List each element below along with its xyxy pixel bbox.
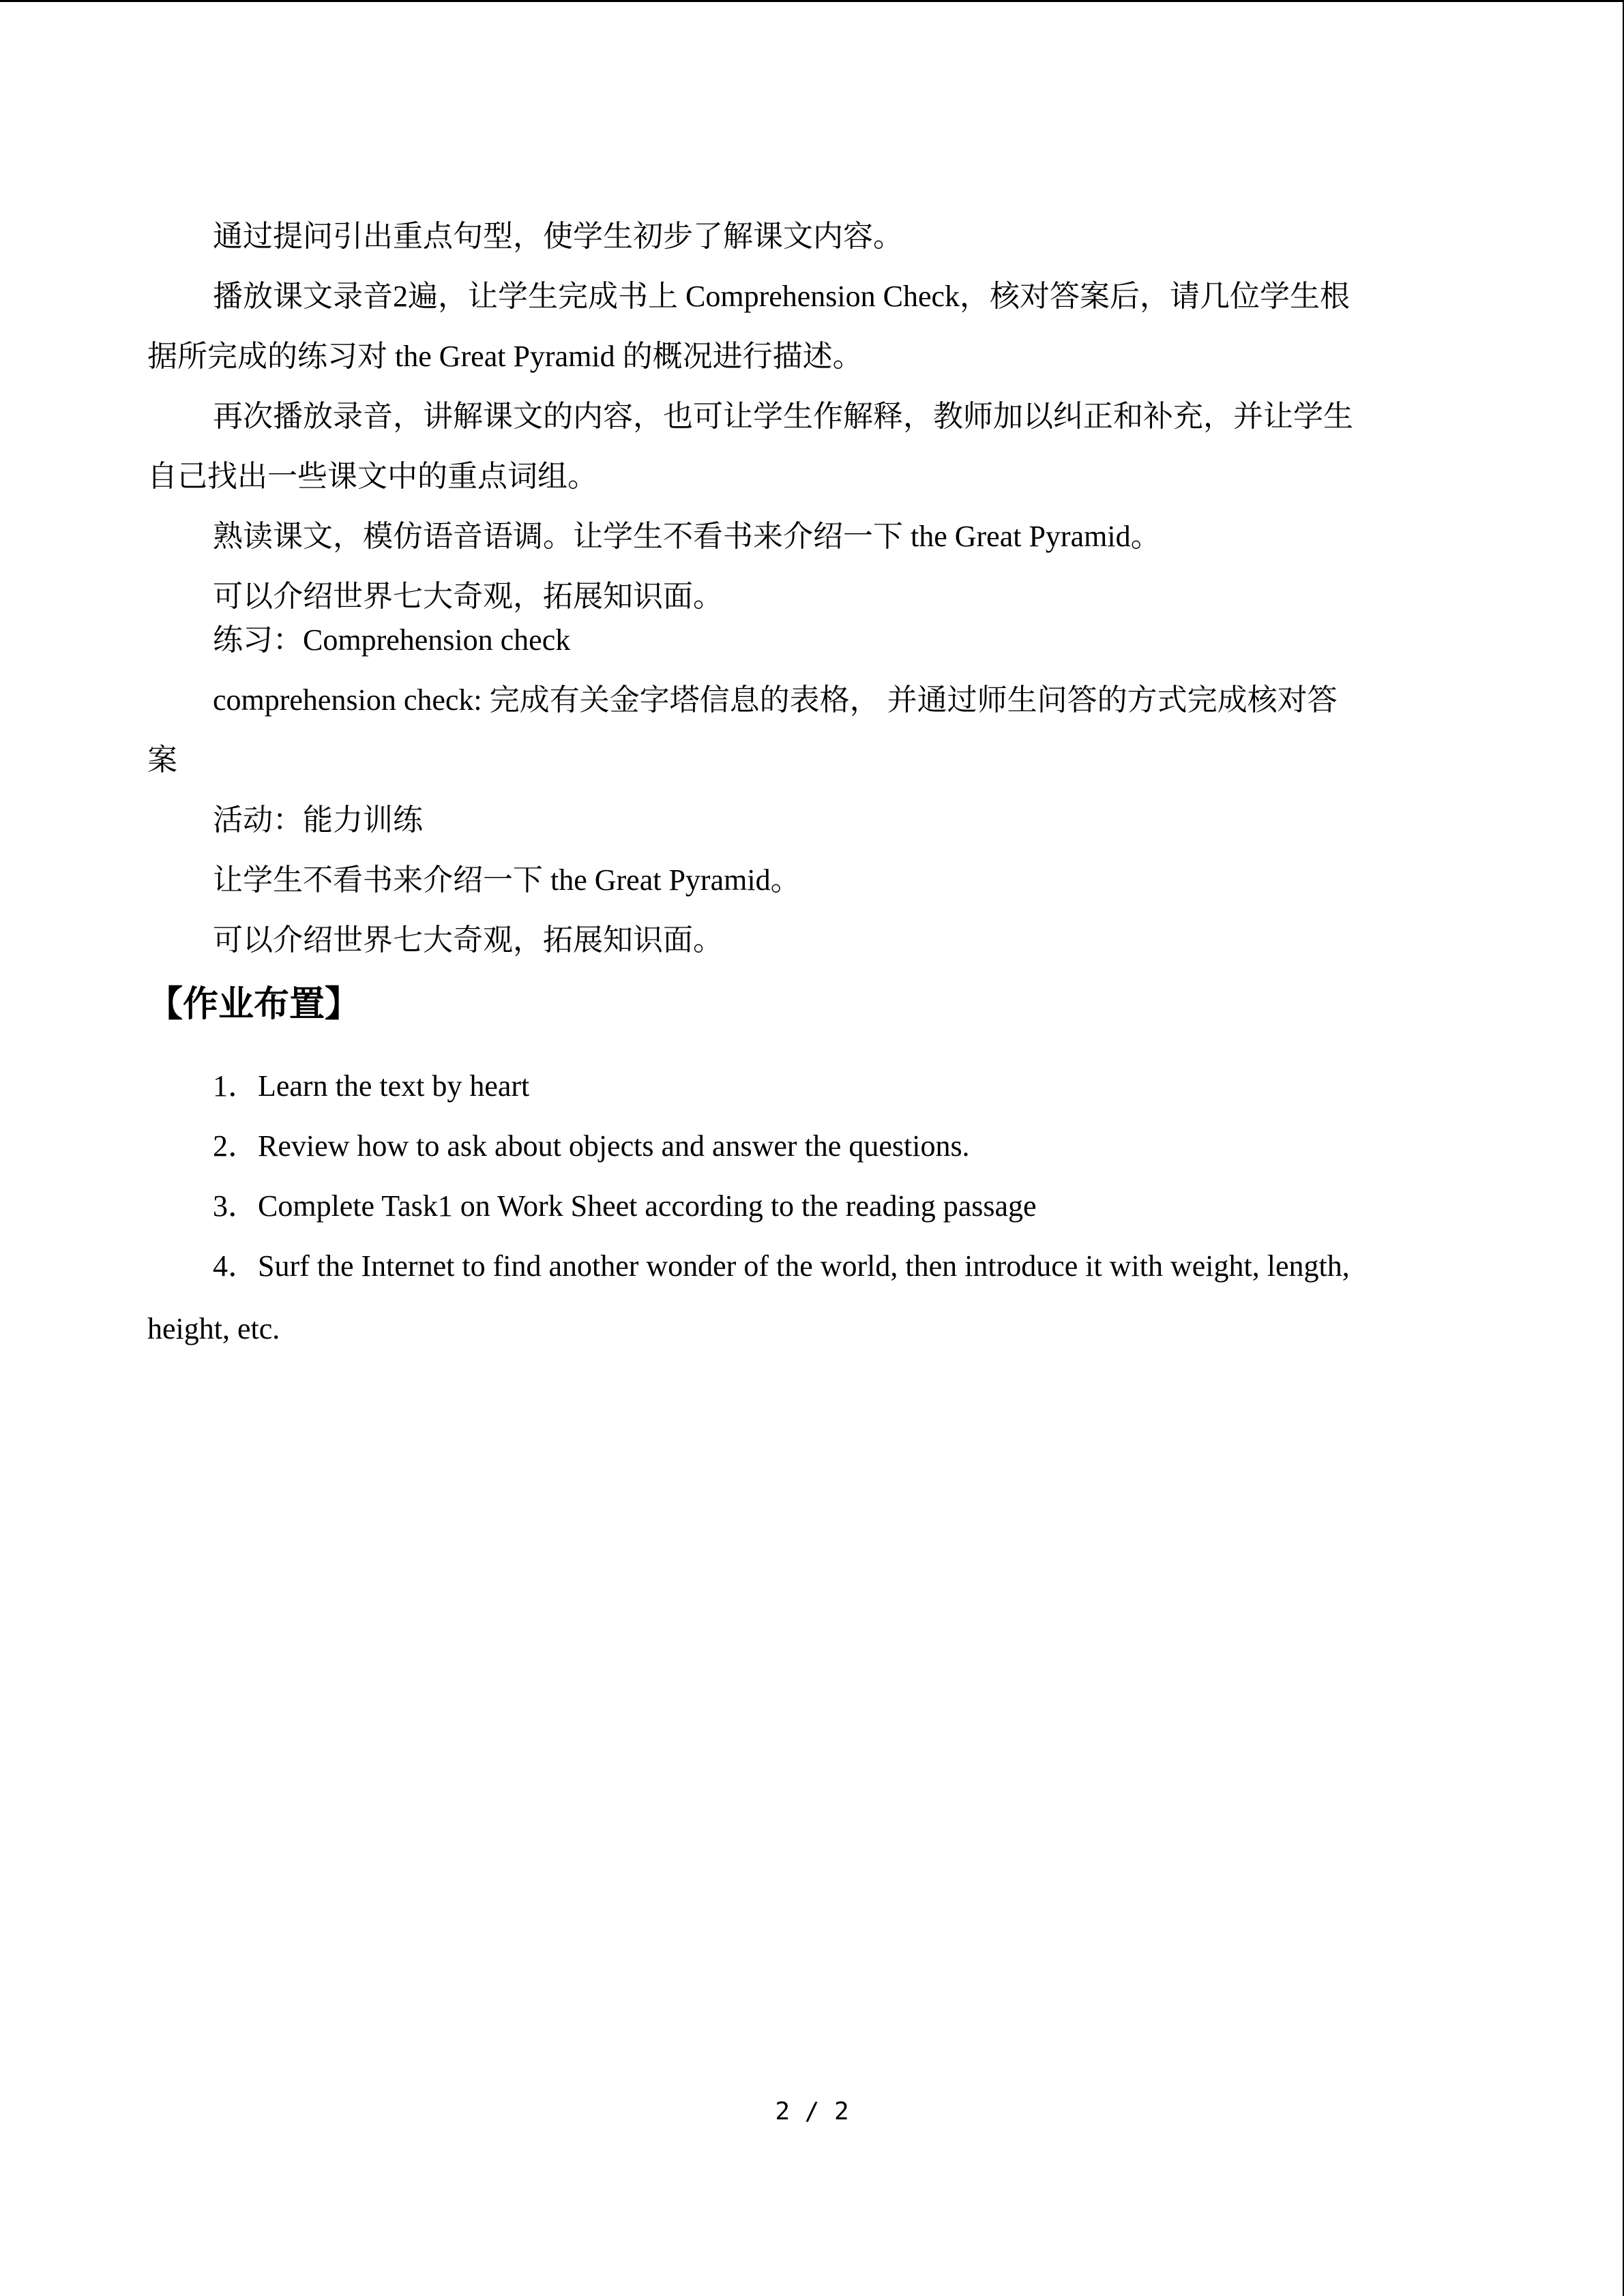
- paragraph-comprehension-line2: 案: [147, 743, 177, 777]
- homework-item-number: 1．: [213, 1069, 258, 1103]
- paragraph-read-aloud: 熟读课文，模仿语音语调。让学生不看书来介绍一下 the Great Pyramid。: [213, 520, 1161, 553]
- homework-item: [213, 1187, 1037, 1225]
- homework-item-text: Complete Task1 on Work Sheet according to the reading passage: [258, 1189, 1037, 1223]
- paragraph-play-recording-line2: 据所完成的练习对 the Great Pyramid 的概况进行描述。: [147, 340, 863, 373]
- paragraph-seven-wonders-repeat: 可以介绍世界七大奇观，拓展知识面。: [213, 923, 723, 957]
- paragraph-exercise-label: 练习：Comprehension check: [213, 623, 571, 657]
- page-number: 2 / 2: [775, 2098, 849, 2126]
- homework-heading: 【作业布置】: [147, 984, 361, 1025]
- homework-item-continuation: height, etc.: [147, 1312, 280, 1345]
- homework-item-text: Review how to ask about objects and answer the questions.: [258, 1129, 970, 1163]
- homework-item: [213, 1067, 529, 1105]
- homework-item: [213, 1127, 970, 1165]
- paragraph-comprehension-line1: comprehension check: 完成有关金字塔信息的表格， 并通过师生问答的方式完成核对答: [213, 683, 1338, 717]
- homework-item-number: 4．: [213, 1249, 258, 1283]
- homework-item: [213, 1247, 1350, 1285]
- paragraph-seven-wonders: 可以介绍世界七大奇观，拓展知识面。: [213, 580, 723, 613]
- paragraph-replay-explain-line1: 再次播放录音，讲解课文的内容，也可让学生作解释，教师加以纠正和补充，并让学生: [213, 400, 1353, 433]
- paragraph-questions-intro: 通过提问引出重点句型，使学生初步了解课文内容。: [213, 220, 903, 253]
- paragraph-replay-explain-line2: 自己找出一些课文中的重点词组。: [147, 460, 597, 493]
- homework-item-number: 2．: [213, 1129, 258, 1163]
- paragraph-introduce-pyramid: 让学生不看书来介绍一下 the Great Pyramid。: [213, 863, 801, 897]
- homework-item-text: Learn the text by heart: [258, 1069, 530, 1103]
- homework-item-text: Surf the Internet to find another wonder of the world, then introduce it with weight, length,: [258, 1249, 1350, 1283]
- paragraph-play-recording-line1: 播放课文录音2遍，让学生完成书上 Comprehension Check，核对答案后，请几位学生根: [213, 280, 1350, 313]
- paragraph-activity-label: 活动：能力训练: [213, 803, 423, 837]
- homework-item-number: 3．: [213, 1189, 258, 1223]
